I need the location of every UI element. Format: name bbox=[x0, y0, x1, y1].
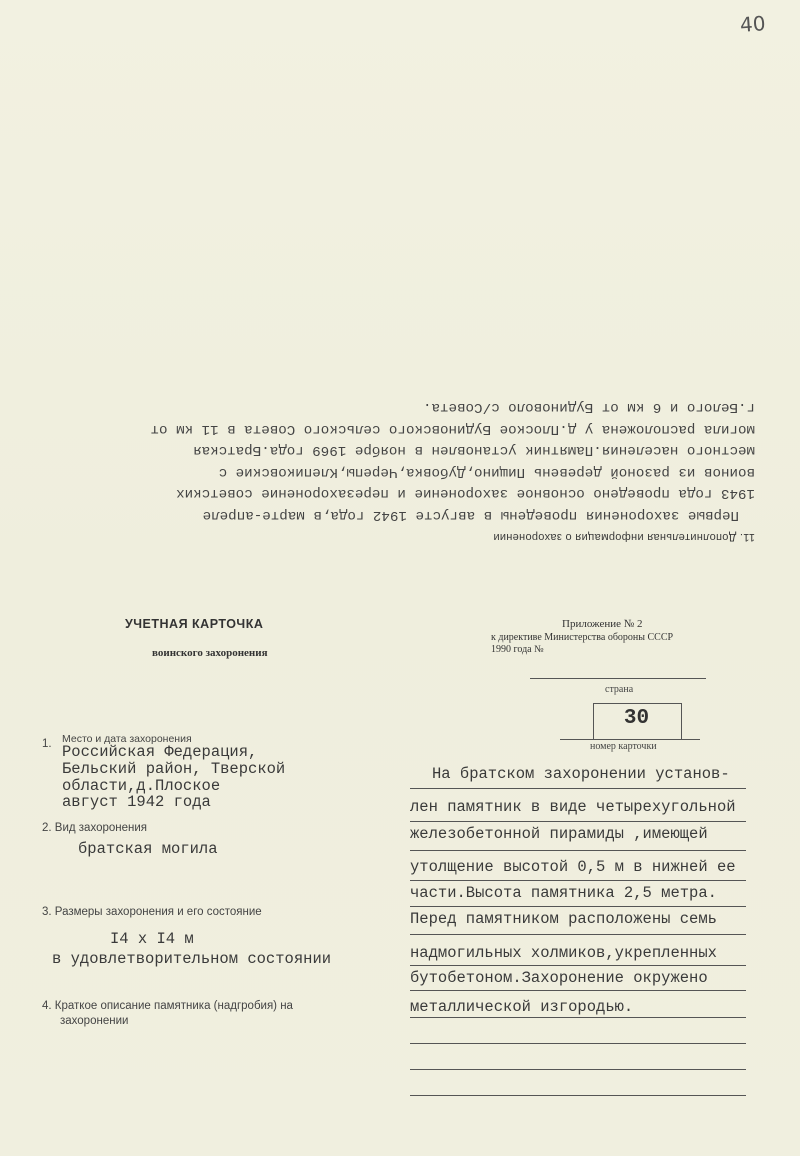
description-line: Перед памятником расположены семь bbox=[410, 910, 717, 928]
field1-value-line: области,д.Плоское bbox=[62, 777, 221, 795]
description-rule bbox=[410, 1017, 746, 1018]
form-subtitle: воинского захоронения bbox=[152, 647, 268, 659]
description-rule bbox=[410, 906, 746, 907]
field1-value-line: август 1942 года bbox=[62, 793, 211, 811]
description-line: надмогильных холмиков,укрепленных bbox=[410, 944, 717, 962]
card-number-line bbox=[560, 739, 700, 740]
description-line: лен памятник в виде четырехугольной bbox=[410, 798, 736, 816]
description-line: утолщение высотой 0,5 м в нижней ее bbox=[410, 858, 736, 876]
description-rule bbox=[410, 1043, 746, 1044]
description-rule bbox=[410, 821, 746, 822]
form-title: УЧЕТНАЯ КАРТОЧКА bbox=[125, 617, 264, 631]
additional-info-line: воинов из разоной деревень Пищино,Дубовка,Черепы,Клепиковские с bbox=[218, 464, 755, 480]
description-rule bbox=[410, 965, 746, 966]
description-line: железобетонной пирамиды ,имеющей bbox=[410, 825, 708, 843]
appendix-directive: к директиве Министерства обороны СССР bbox=[491, 632, 674, 643]
field1-value-line: Бельский район, Тверской bbox=[62, 760, 286, 778]
description-line: части.Высота памятника 2,5 метра. bbox=[410, 884, 717, 902]
field2-label: 2. Вид захоронения bbox=[42, 822, 148, 834]
description-rule bbox=[410, 1069, 746, 1070]
additional-info-line: г.Белого и 6 км от Будиноволо с/Совета. bbox=[422, 399, 755, 416]
field2-value: братская могила bbox=[78, 840, 218, 858]
description-rule bbox=[410, 880, 746, 881]
additional-info-line: могила расположена у д.Плоское Будиновского сельского Совета в 11 км от bbox=[150, 421, 755, 437]
description-line: бутобетоном.Захоронение окружено bbox=[410, 969, 708, 987]
field3-value-line: в удовлетворительном состоянии bbox=[52, 950, 332, 968]
country-label: страна bbox=[605, 684, 634, 695]
additional-info-line: 1943 года проведено основное захоронение и перезахоронение советских bbox=[176, 485, 755, 502]
field1-number: 1. bbox=[42, 738, 52, 750]
description-rule bbox=[410, 934, 746, 935]
appendix-year: 1990 года № bbox=[491, 644, 544, 655]
description-rule bbox=[410, 850, 746, 851]
card-number-label: номер карточки bbox=[590, 741, 657, 752]
country-field-line bbox=[530, 678, 706, 679]
field4-label: 4. Краткое описание памятника (надгробия) на bbox=[42, 1000, 293, 1012]
field1-label: Место и дата захоронения bbox=[62, 733, 192, 745]
additional-info-text bbox=[15, 396, 755, 525]
appendix-label: Приложение № 2 bbox=[562, 618, 643, 630]
upside-down-additional-info bbox=[0, 360, 800, 550]
description-rule bbox=[410, 1095, 746, 1096]
handwritten-page-number: 40 bbox=[739, 11, 767, 37]
card-number: 30 bbox=[623, 707, 650, 730]
field1-value-line: Российская Федерация, bbox=[62, 743, 258, 761]
description-rule bbox=[410, 990, 746, 991]
additional-info-line: местного населения.Памятник установлен в ноябре 1969 года.Братская bbox=[193, 442, 755, 459]
field3-label: 3. Размеры захоронения и его состояние bbox=[42, 906, 262, 918]
description-line: На братском захоронении установ- bbox=[432, 765, 730, 783]
additional-info-heading: 11. Дополнительная информация о захоронении bbox=[493, 531, 755, 543]
additional-info-line: Первые захоронения проведены в августе 1942 года,в марте-апреле bbox=[202, 507, 739, 523]
description-rule bbox=[410, 788, 746, 789]
description-line: металлической изгородью. bbox=[410, 998, 634, 1016]
field3-value-line: I4 x I4 м bbox=[110, 930, 194, 948]
field4-label-cont: захоронении bbox=[60, 1015, 129, 1027]
